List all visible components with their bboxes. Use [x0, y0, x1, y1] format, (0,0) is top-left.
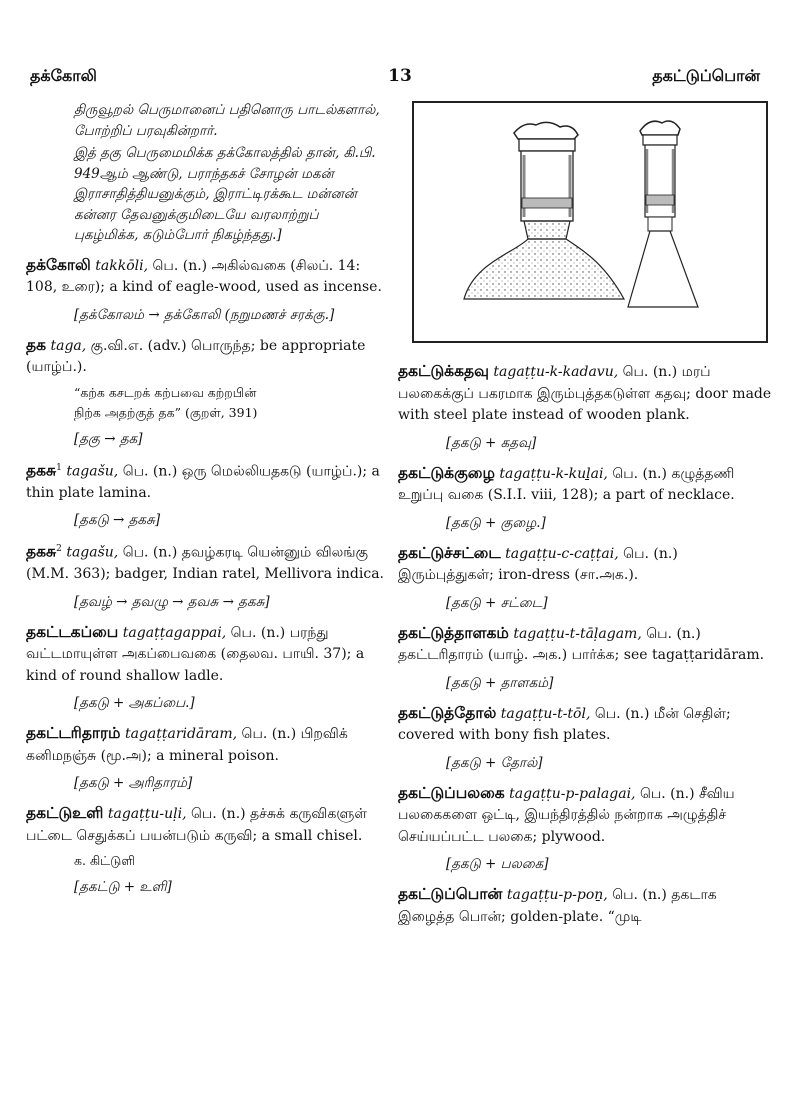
etymology: [தகடு + சட்டை] [446, 594, 548, 611]
dictionary-entry [398, 622, 774, 667]
dictionary-entry [398, 542, 774, 587]
transliteration: takkōli, [95, 257, 149, 274]
dictionary-entry [26, 334, 386, 379]
continued-text: திருவூறல் பெருமானைப் பதினொரு பாடல்களால், போற்றிப் பரவுகின்றார். [74, 102, 380, 139]
transliteration: tagaṭṭu-c-caṭṭai, [505, 545, 619, 562]
chisel-illustration [412, 101, 768, 343]
definition: பெ. (n.) பிறவிக் கனிமநஞ்சு (மூ.அ); a mineral poison. [26, 726, 348, 764]
running-head-right: தகட்டுப்பொன் [652, 66, 760, 85]
headword: தகசு [26, 541, 57, 561]
definition: பெ. (n.) இரும்புத்துகள்; iron-dress (சா.அக.). [398, 545, 678, 583]
definition: பெ. (n.) பரந்து வட்டமாயுள்ள அகப்பைவகை (தைலவ. பாயி. 37); a kind of round shallow ladle. [26, 624, 365, 684]
right-column [398, 360, 774, 928]
homonym-number: 2 [56, 544, 62, 555]
definition: பெ. (n.) அகில்வகை (சிலப். 14: 108, உரை); a kind of eagle-wood, used as incense. [26, 257, 382, 295]
transliteration: taga, [50, 337, 87, 354]
transliteration: tagašu, [66, 463, 119, 480]
dictionary-entry [26, 621, 386, 688]
etymology: [தகு → தக] [74, 430, 143, 447]
headword: தக்கோலி [26, 254, 91, 274]
homonym-number: 1 [56, 462, 62, 473]
headword: தகட்டுஉளி [26, 803, 104, 823]
etymology: [தகடு + தாளகம்] [446, 674, 554, 691]
transliteration: tagašu, [66, 544, 119, 561]
dictionary-entry [398, 702, 774, 747]
dictionary-entry [398, 782, 774, 849]
transliteration: tagaṭṭu-p-poṉ, [506, 887, 608, 903]
headword: தக [26, 334, 47, 354]
etymology: [தகடு + அரிதாரம்] [74, 775, 193, 792]
narrow-chisel-icon [628, 121, 698, 307]
etymology: [தகடு → தகசு] [74, 512, 161, 529]
headword: தகட்டுப்பலகை [398, 782, 505, 802]
headword: தகசு [26, 460, 57, 480]
chisel-drawing [414, 103, 766, 341]
transliteration: tagaṭṭu-k-kadavu, [493, 364, 619, 380]
definition: பெ. (n.) மரப் பலகைக்குப் பகரமாக இரும்புத்தகடுள்ள கதவு; door made with steel plate instead of wooden plank. [398, 364, 772, 423]
etymology: [தக்கோலம் → தக்கோலி (நறுமணச் சரக்கு.] [74, 306, 335, 323]
headword: தகட்டரிதாரம் [26, 723, 121, 743]
definition: பெ. (n.) கழுத்தணி உறுப்பு வகை (S.I.I. viii, 128); a part of necklace. [398, 465, 735, 503]
transliteration: tagaṭṭu-k-kuḻai, [499, 465, 608, 482]
definition: பெ. (n.) தச்சுக் கருவிகளுள் பட்டை செதுக்கப் பயன்படும் கருவி; a small chisel. [26, 806, 367, 844]
definition: பெ. (n.) தகடாக இழைத்த பொன்; golden-plate. “முடி [398, 887, 717, 925]
dictionary-entry [398, 360, 774, 427]
etymology: [தகடு + கதவு] [446, 434, 537, 451]
running-head-left: தக்கோலி [30, 66, 97, 85]
etymology: [தகடு + பலகை] [446, 856, 549, 872]
transliteration: tagaṭṭu-uḷi, [107, 806, 187, 823]
etymology: [தகடு + குழை.] [446, 514, 546, 531]
dictionary-entry [26, 254, 386, 299]
cognate: க. கிட்டுளி [74, 853, 136, 869]
etymology: [தகடு + அகப்பை.] [74, 695, 195, 712]
dictionary-entry [26, 802, 386, 847]
dictionary-entry [26, 539, 386, 586]
transliteration: tagaṭṭu-t-tāḷagam, [513, 625, 642, 642]
continued-text: இத் தகு பெருமைமிக்க தக்கோலத்தில் தான், கி.பி. 949ஆம் ஆண்டு, பராந்தகச் சோழன் மகன் இராசாதித்தியனுக்கும், இராட்டிரக்கூட மன்னன் கன்னர தேவனுக்குமிடையே வரலாற்றுப் புகழ்மிக்க, கடும்போர் நிகழ்ந்தது.] [74, 145, 376, 243]
definition: கு.வி.எ. (adv.) பொருந்த; be appropriate (யாழ்ப்.). [26, 337, 366, 375]
definition: பெ. (n.) ஒரு மெல்லியதகடு (யாழ்ப்.); a thin plate lamina. [26, 463, 380, 501]
transliteration: tagaṭṭaridāram, [124, 726, 238, 743]
etymology: [தகட்டு + உளி] [74, 879, 172, 896]
headword: தகட்டுப்பொன் [398, 884, 503, 903]
left-column [26, 100, 386, 898]
dictionary-entry [26, 722, 386, 767]
etymology: [தவழ் → தவழு → தவசு → தகசு] [74, 593, 270, 610]
headword: தகட்டுத்தோல் [398, 702, 497, 722]
definition: பெ. (n.) மீன் செதிள்; covered with bony fish plates. [398, 705, 731, 743]
dictionary-entry [398, 883, 774, 928]
headword: தகட்டுக்கதவு [398, 361, 489, 380]
dictionary-entry [398, 462, 774, 507]
definition: பெ. (n.) சீவிய பலகைகளை ஒட்டி, இயந்திரத்தில் நன்றாக அழுத்திச் செய்யப்பட்ட பலகை; plywood. [398, 785, 735, 845]
transliteration: tagaṭṭu-p-palagai, [509, 785, 636, 802]
etymology: [தகடு + தோல்] [446, 754, 543, 771]
headword: தகட்டுச்சட்டை [398, 542, 501, 562]
citation: நிற்க அதற்குத் தக” (குறள், 391) [74, 404, 258, 420]
headword: தகட்டகப்பை [26, 621, 119, 641]
definition: பெ. (n.) தகட்டரிதாரம் (யாழ். அக.) பார்க்க; see tagaṭṭaridāram. [398, 625, 765, 663]
headword: தகட்டுக்குழை [398, 462, 495, 482]
headword: தகட்டுத்தாளகம் [398, 622, 509, 642]
transliteration: tagaṭṭagappai, [122, 624, 227, 641]
transliteration: tagaṭṭu-t-tōl, [500, 705, 591, 722]
definition: பெ. (n.) தவழ்கரடி யென்னும் விலங்கு (M.M. 363); badger, Indian ratel, Mellivora indica. [26, 544, 384, 583]
citation: “கற்க கசடறக் கற்பவை கற்றபின் [74, 384, 257, 400]
wide-chisel-icon [464, 122, 624, 299]
dictionary-entry [26, 458, 386, 505]
page-number: 13 [388, 66, 412, 86]
